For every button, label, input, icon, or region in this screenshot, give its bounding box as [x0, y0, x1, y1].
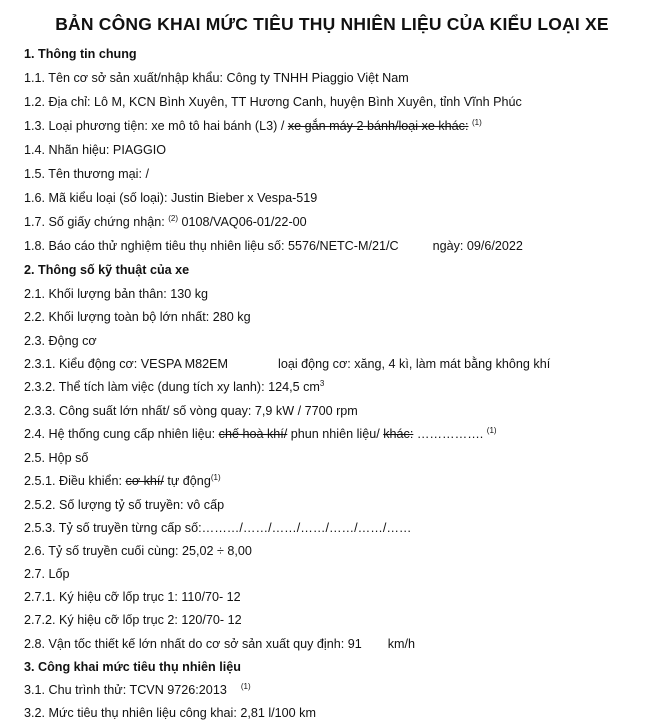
address-line: 1.2. Địa chỉ: Lô M, KCN Bình Xuyên, TT Hương Canh, huyện Bình Xuyên, tỉnh Vĩnh Phúc — [24, 95, 522, 109]
max-speed-text: 2.8. Vận tốc thiết kế lớn nhất do cơ sở sản xuất quy định: 91 — [24, 637, 362, 651]
gearbox-control-struck-manual: cơ khí/ — [125, 474, 164, 488]
tire-axle-1-line: 2.7.1. Ký hiệu cỡ lốp trục 1: 110/70- 12 — [24, 590, 241, 604]
engine-model-text: 2.3.1. Kiểu động cơ: VESPA M82EM — [24, 357, 229, 371]
vehicle-type-line — [24, 118, 482, 134]
engine-type-text: loại động cơ: xăng, 4 kì, làm mát bằng không khí — [278, 357, 551, 371]
test-report-line — [24, 238, 523, 254]
footnote-ref: (1) — [486, 425, 497, 435]
gearbox-control-line — [24, 473, 221, 489]
section-3-heading: 3. Công khai mức tiêu thụ nhiên liệu — [24, 660, 241, 674]
fuel-system-line — [24, 426, 497, 442]
max-power-line: 2.3.3. Công suất lớn nhất/ số vòng quay: 7,9 kW / 7700 rpm — [24, 404, 358, 418]
displacement-line — [24, 379, 324, 395]
tire-axle-2-line: 2.7.2. Ký hiệu cỡ lốp trục 2: 120/70- 12 — [24, 613, 242, 627]
type-code-line: 1.6. Mã kiểu loại (số loại): Justin Bieber x Vespa-519 — [24, 191, 318, 205]
manufacturer-line: 1.1. Tên cơ sở sản xuất/nhập khẩu: Công ty TNHH Piaggio Việt Nam — [24, 71, 409, 85]
gearbox-heading-line: 2.5. Hộp số — [24, 451, 89, 465]
curb-weight-line: 2.1. Khối lượng bản thân: 130 kg — [24, 287, 209, 301]
max-speed-line — [24, 636, 415, 652]
certificate-label: 1.7. Số giấy chứng nhận: — [24, 215, 169, 229]
certificate-number: 0108/VAQ06-01/22-00 — [178, 215, 307, 229]
test-report-number: 1.8. Báo cáo thử nghiệm tiêu thụ nhiên liệu số: 5576/NETC-M/21/C — [24, 239, 399, 253]
gear-ratios-line: 2.5.3. Tỷ số truyền từng cấp số:………/……/……/……/……/……/…… — [24, 521, 412, 535]
gearbox-control-value: tự động — [163, 474, 211, 488]
max-speed-unit: km/h — [387, 637, 416, 651]
engine-heading-line: 2.3. Động cơ — [24, 334, 97, 348]
gross-weight-line: 2.2. Khối lượng toàn bộ lớn nhất: 280 kg — [24, 310, 251, 324]
tires-heading-line: 2.7. Lốp — [24, 567, 70, 581]
footnote-ref: (1) — [240, 681, 251, 691]
fuel-system-struck-other: khác: — [383, 427, 414, 441]
vehicle-type-struck-text: xe gắn máy 2 bánh/loại xe khác: — [287, 119, 469, 133]
displacement-text: 2.3.2. Thể tích làm việc (dung tích xy lanh): 124,5 cm — [24, 380, 320, 394]
section-2-heading: 2. Thông số kỹ thuật của xe — [24, 263, 190, 277]
gear-count-line: 2.5.2. Số lượng tỷ số truyền: vô cấp — [24, 498, 225, 512]
document-title: BẢN CÔNG KHAI MỨC TIÊU THỤ NHIÊN LIỆU CỦA KIỂU LOẠI XE — [55, 14, 609, 34]
test-cycle-line — [24, 682, 251, 698]
gearbox-control-label: 2.5.1. Điều khiển: — [24, 474, 126, 488]
trade-name-line: 1.5. Tên thương mại: / — [24, 167, 149, 181]
footnote-ref: (1) — [471, 117, 482, 127]
test-report-date: ngày: 09/6/2022 — [432, 239, 523, 253]
vehicle-type-text: 1.3. Loại phương tiện: xe mô tô hai bánh (L3) / — [24, 119, 288, 133]
fuel-consumption-line: 3.2. Mức tiêu thụ nhiên liệu công khai: 2,81 l/100 km — [24, 706, 316, 720]
fuel-system-label: 2.4. Hệ thống cung cấp nhiên liệu: — [24, 427, 219, 441]
fuel-system-injection: phun nhiên liệu/ — [287, 427, 384, 441]
test-cycle-text: 3.1. Chu trình thử: TCVN 9726:2013 — [24, 683, 227, 697]
footnote-ref: (2) — [168, 213, 179, 223]
fuel-system-struck-carburetor: chế hoà khí/ — [218, 427, 288, 441]
fuel-system-dots: ……………. — [413, 427, 484, 441]
engine-model-line — [24, 356, 550, 372]
final-drive-ratio-line: 2.6. Tỷ số truyền cuối cùng: 25,02 ÷ 8,00 — [24, 544, 252, 558]
certificate-line — [24, 214, 307, 230]
footnote-ref: (1) — [210, 472, 221, 482]
brand-line: 1.4. Nhãn hiệu: PIAGGIO — [24, 143, 167, 157]
unit-exponent: 3 — [319, 378, 325, 388]
section-1-heading: 1. Thông tin chung — [24, 47, 137, 61]
